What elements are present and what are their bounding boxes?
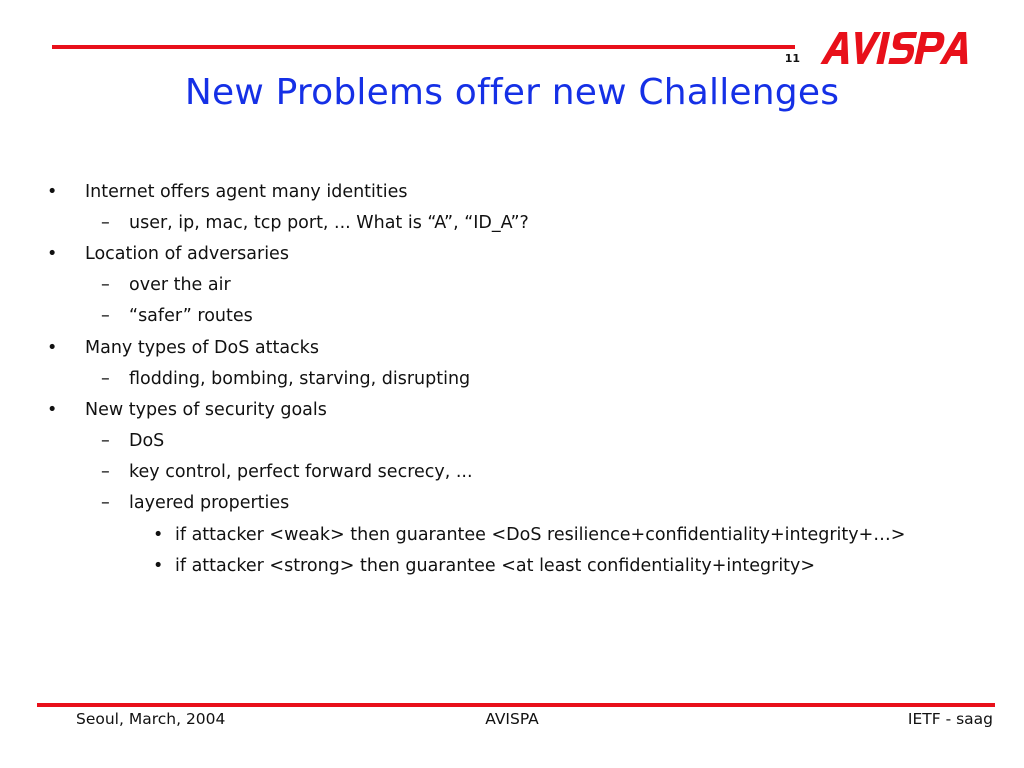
dash-marker: –: [101, 493, 110, 513]
slide-title: New Problems offer new Challenges: [184, 72, 840, 113]
sub-bullet-item: [101, 274, 231, 296]
sub-bullet-text: key control, perfect forward secrecy, ...: [129, 462, 473, 482]
sub-bullet-item: [101, 212, 529, 234]
footer-venue: IETF - saag: [907, 710, 993, 728]
sub-bullet-item: [101, 492, 290, 514]
sub-sub-bullet-text: if attacker <strong> then guarantee <at least confidentiality+integrity>: [175, 556, 816, 576]
dash-marker: –: [101, 213, 110, 233]
sub-bullet-item: [101, 461, 473, 483]
bullet-marker: •: [47, 338, 58, 358]
slide-number: 11: [784, 52, 800, 65]
footer-project: AVISPA: [485, 710, 539, 728]
sub-bullet-text: DoS: [129, 431, 165, 451]
sub-bullet-item: [101, 368, 471, 390]
sub-bullet-item: [101, 430, 165, 452]
bullet-marker: •: [153, 525, 164, 545]
bullet-text: Internet offers agent many identities: [85, 182, 408, 202]
dash-marker: –: [101, 306, 110, 326]
avispa-logo-mark: [820, 32, 974, 64]
sub-bullet-text: flodding, bombing, starving, disrupting: [129, 369, 471, 389]
sub-bullet-text: “safer” routes: [129, 306, 253, 326]
bullet-marker: •: [47, 400, 58, 420]
bullet-item: [47, 243, 289, 265]
bullet-marker: •: [153, 556, 164, 576]
bullet-marker: •: [47, 244, 58, 264]
avispa-logo: [820, 28, 992, 68]
dash-marker: –: [101, 431, 110, 451]
sub-bullet-item: [101, 305, 253, 327]
bullet-text: Location of adversaries: [85, 244, 289, 264]
sub-sub-bullet-item: [153, 555, 816, 577]
sub-bullet-text: over the air: [129, 275, 231, 295]
bullet-text: New types of security goals: [85, 400, 327, 420]
footer-location-date: Seoul, March, 2004: [76, 710, 226, 728]
sub-sub-bullet-item: [153, 524, 906, 546]
dash-marker: –: [101, 369, 110, 389]
dash-marker: –: [101, 462, 110, 482]
bullet-marker: •: [47, 182, 58, 202]
header-rule: [52, 45, 795, 49]
bullet-item: [47, 181, 408, 203]
sub-sub-bullet-text: if attacker <weak> then guarantee <DoS resilience+confidentiality+integrity+…>: [175, 525, 906, 545]
sub-bullet-text: user, ip, mac, tcp port, ... What is “A”, “ID_A”?: [129, 213, 529, 233]
sub-bullet-text: layered properties: [129, 493, 290, 513]
bullet-text: Many types of DoS attacks: [85, 338, 319, 358]
dash-marker: –: [101, 275, 110, 295]
bullet-item: [47, 399, 327, 421]
footer-rule: [37, 703, 995, 707]
bullet-item: [47, 337, 319, 359]
